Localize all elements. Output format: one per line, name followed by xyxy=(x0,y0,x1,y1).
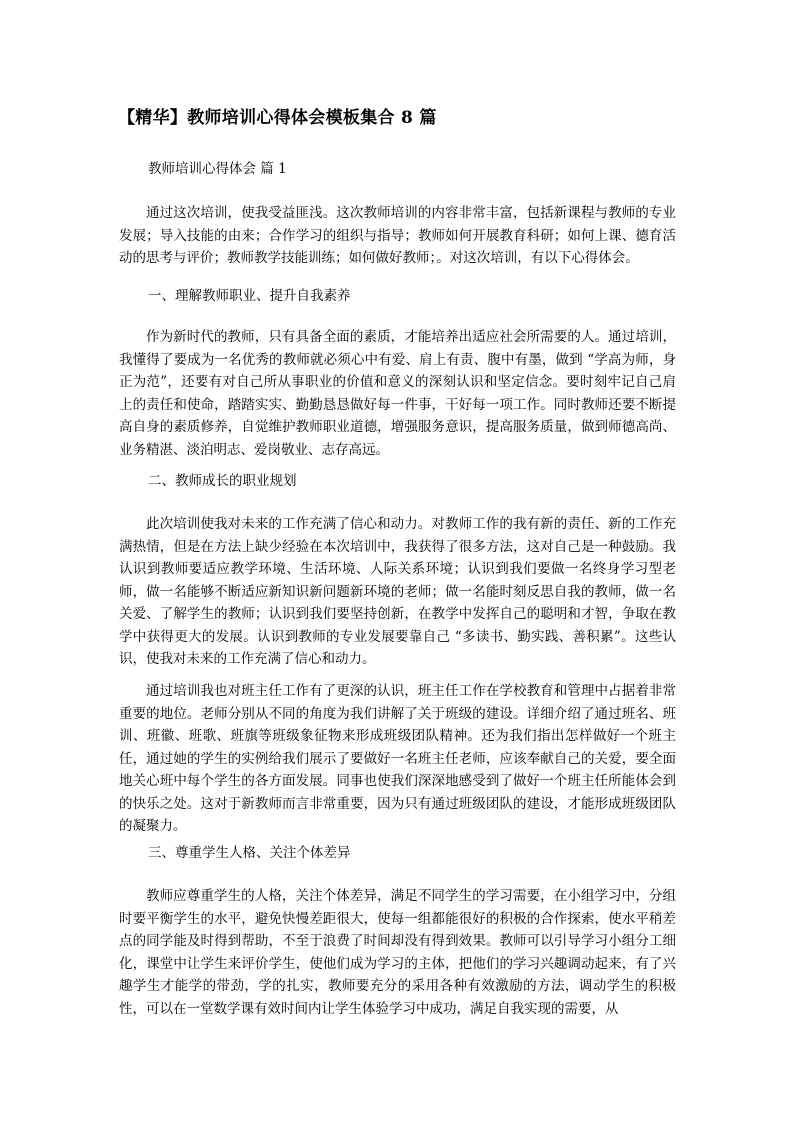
section-2-paragraph-1: 此次培训使我对未来的工作充满了信心和动力。对教师工作的我有新的责任、新的工作充满热情，但是在方法上缺少经验在本次培训中，我获得了很多方法，这对自己是一种鼓励。我认识到教师要适应教学环境、生活环境、人际关系环境；认识到我们要做一名终身学习型老师，做一名能够不断适应新知识新问题新环境的老师；做一名能时刻反思自我的教师，做一名关爱、了解学生的教师；认识到我们要坚持创新，在教学中发挥自己的聪明和才智，争取在教学中获得更大的发展。认识到教师的专业发展要靠自己 “多读书、勤实践、善积累”。这些认识，使我对未来的工作充满了信心和动力。 xyxy=(119,516,676,667)
section-1-heading: 一、理解教师职业、提升自我素养 xyxy=(148,288,351,304)
intro-paragraph: 通过这次培训，使我受益匪浅。这次教师培训的内容非常丰富，包括新课程与教师的专业发展；导入技能的由来；合作学习的组织与指导；教师如何开展教育科研；如何上课、德育活动的思考与评价；教师教学技能训练；如何做好教师；。对这次培训，有以下心得体会。 xyxy=(119,205,676,266)
section-2-heading: 二、教师成长的职业规划 xyxy=(148,473,297,489)
section-1-paragraph: 作为新时代的教师，只有具备全面的素质，才能培养出适应社会所需要的人。通过培训，我懂得了要成为一名优秀的教师就必须心中有爱、肩上有责、腹中有墨，做到 “学高为师，身正为范”，还要有对自己所从事职业的价值和意义的深刻认识和坚定信念。要时刻牢记自己肩上的责任和使命，踏踏实实、勤勤恳恳做好每一件事，干好每一项工作。同时教师还要不断提高自身的素质修养，自觉维护教师职业道德，增强服务意识，提高服务质量，做到师德高尚、业务精湛、淡泊明志、爱岗敬业、志存高远。 xyxy=(119,329,676,458)
section-3-paragraph: 教师应尊重学生的人格，关注个体差异，满足不同学生的学习需要，在小组学习中，分组时要平衡学生的水平，避免快慢差距很大，使每一组都能很好的积极的合作探索，使水平稍差点的同学能及时得到帮助，不至于浪费了时间却没有得到效果。教师可以引导学习小组分工细化，课堂中让学生来评价学生，使他们成为学习的主体，把他们的学习兴趣调动起来，有了兴趣学生才能学的带劲，学的扎实，教师要充分的采用各种有效激励的方法，调动学生的积极性，可以在一堂数学课有效时间内让学生体验学习中成功，满足自我实现的需要，从 xyxy=(119,888,676,1017)
section-3-heading: 三、尊重学生人格、关注个体差异 xyxy=(148,845,351,861)
document-title: 【精华】教师培训心得体会模板集合 8 篇 xyxy=(118,108,437,128)
section-2-paragraph-2: 通过培训我也对班主任工作有了更深的认识，班主任工作在学校教育和管理中占据着非常重要的地位。老师分别从不同的角度为我们讲解了关于班级的建设。详细介绍了通过班名、班训、班徽、班歌、班旗等班级象征物来形成班级团队精神。还为我们指出怎样做好一个班主任，通过她的学生的实例给我们展示了要做好一名班主任老师，应该奉献自己的关爱，要全面地关心班中每个学生的各方面发展。同事也使我们深深地感受到了做好一个班主任所能体会到的快乐之处。这对于新教师而言非常重要，因为只有通过班级团队的建设，才能形成班级团队的凝聚力。 xyxy=(119,683,676,834)
article-subtitle: 教师培训心得体会 篇 1 xyxy=(148,161,287,177)
